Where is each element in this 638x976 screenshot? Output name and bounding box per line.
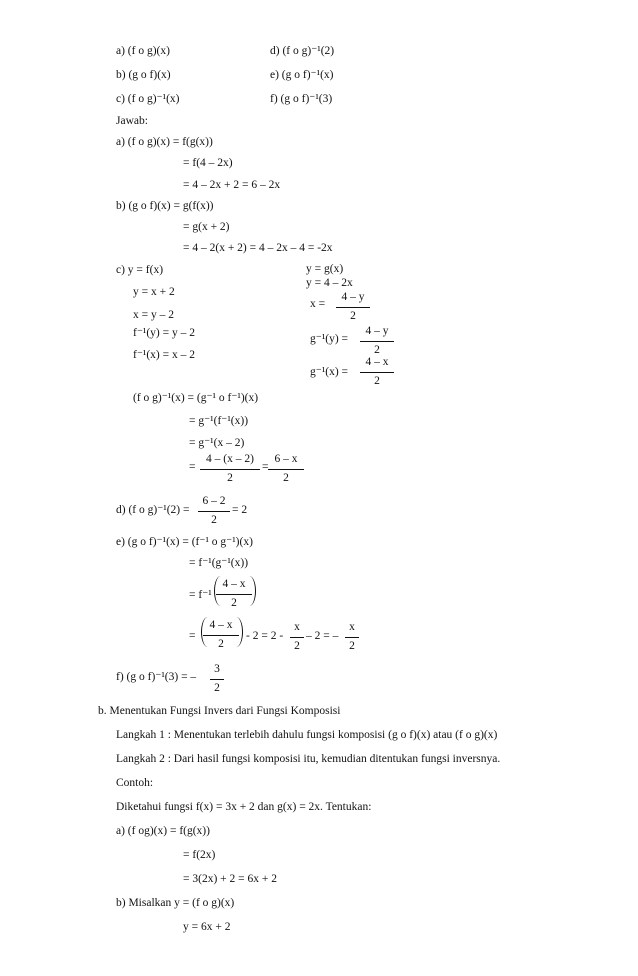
section-b-given: Diketahui fungsi f(x) = 3x + 2 dan g(x) = 2x. Tentukan: <box>116 801 372 813</box>
part-e-frac-4 <box>345 622 359 652</box>
part-c-left-3: x = y – 2 <box>133 309 174 321</box>
part-c-right-5: g⁻¹(x) = <box>310 366 349 378</box>
numerator: x <box>294 621 300 633</box>
fraction-bar <box>360 341 394 342</box>
part-d-frac <box>198 496 230 526</box>
part-c-right-frac-1 <box>336 292 370 322</box>
denominator: 2 <box>231 596 237 609</box>
section-b-b-line-1: b) Misalkan y = (f o g)(x) <box>116 897 235 909</box>
fraction-bar <box>345 637 359 638</box>
denominator: 2 <box>211 513 217 526</box>
part-c-comp-eq-1: = <box>189 461 196 473</box>
part-e-line-2: = f⁻¹(g⁻¹(x)) <box>189 557 249 569</box>
part-c-right-4: g⁻¹(y) = <box>310 333 349 345</box>
question-c: c) (f o g)⁻¹(x) <box>116 93 180 105</box>
part-c-comp-frac-1 <box>200 454 260 484</box>
fraction-bar <box>203 635 239 636</box>
part-a-line-2: = f(4 – 2x) <box>183 157 233 169</box>
part-c-comp-1: (f o g)⁻¹(x) = (g⁻¹ o f⁻¹)(x) <box>133 392 259 404</box>
question-d: d) (f o g)⁻¹(2) <box>270 45 335 57</box>
denominator: 2 <box>218 637 224 650</box>
question-f: f) (g o f)⁻¹(3) <box>270 93 333 105</box>
part-b-line-3: = 4 – 2(x + 2) = 4 – 2x – 4 = -2x <box>183 242 333 254</box>
numerator: 4 – y <box>341 291 365 303</box>
section-b-a-line-1: a) (f og)(x) = f(g(x)) <box>116 825 210 837</box>
part-e-tail: – 2 = – <box>306 630 339 642</box>
part-c-comp-eq-2: = <box>262 461 269 473</box>
fraction-bar <box>268 469 304 470</box>
fraction-bar <box>290 637 304 638</box>
fraction-bar <box>200 469 260 470</box>
numerator: x <box>349 621 355 633</box>
question-e: e) (g o f)⁻¹(x) <box>270 69 334 81</box>
numerator: 6 – x <box>274 453 298 465</box>
part-f-frac <box>210 664 224 694</box>
fraction-bar <box>336 307 370 308</box>
part-c-right-2: y = 4 – 2x <box>306 277 353 289</box>
section-b-a-line-3: = 3(2x) + 2 = 6x + 2 <box>183 873 277 885</box>
section-b-contoh: Contoh: <box>116 777 154 789</box>
part-c-left-2: y = x + 2 <box>133 286 175 298</box>
fraction-bar <box>210 679 224 680</box>
part-e-frac-3 <box>290 622 304 652</box>
denominator: 2 <box>350 309 356 322</box>
part-e-mid: - 2 = 2 - <box>246 630 284 642</box>
numerator: 4 – x <box>365 356 389 368</box>
section-b-b-line-2: y = 6x + 2 <box>183 921 231 933</box>
section-b-a-line-2: = f(2x) <box>183 849 216 861</box>
numerator: 4 – x <box>222 578 246 590</box>
denominator: 2 <box>374 343 380 356</box>
fraction-bar <box>198 511 230 512</box>
fraction-bar <box>360 372 394 373</box>
part-b-line-1: b) (g o f)(x) = g(f(x)) <box>116 200 214 212</box>
part-e-eq: = <box>189 630 196 642</box>
denominator: 2 <box>294 639 300 652</box>
numerator: 6 – 2 <box>202 495 226 507</box>
part-a-line-1: a) (f o g)(x) = f(g(x)) <box>116 136 213 148</box>
numerator: 4 – y <box>365 325 389 337</box>
part-c-comp-3: = g⁻¹(x – 2) <box>189 437 245 449</box>
section-b-title: b. Menentukan Fungsi Invers dari Fungsi Komposisi <box>98 705 341 717</box>
denominator: 2 <box>227 471 233 484</box>
part-d-result: = 2 <box>232 504 248 516</box>
denominator: 2 <box>349 639 355 652</box>
section-b-step-2: Langkah 2 : Dari hasil fungsi komposisi itu, kemudian ditentukan fungsi inversnya. <box>116 753 501 765</box>
question-a: a) (f o g)(x) <box>116 45 170 57</box>
part-e-frac-2 <box>203 620 239 650</box>
denominator: 2 <box>214 681 220 694</box>
jawab-label: Jawab: <box>116 115 148 127</box>
part-a-line-3: = 4 – 2x + 2 = 6 – 2x <box>183 179 281 191</box>
question-b: b) (g o f)(x) <box>116 69 171 81</box>
part-e-line-1: e) (g o f)⁻¹(x) = (f⁻¹ o g⁻¹)(x) <box>116 536 253 548</box>
denominator: 2 <box>283 471 289 484</box>
part-c-left-1: c) y = f(x) <box>116 264 164 276</box>
part-c-left-5: f⁻¹(x) = x – 2 <box>133 349 195 361</box>
part-c-right-3: x = <box>310 298 326 310</box>
part-c-right-frac-3 <box>360 357 394 387</box>
part-e-line-3: = f⁻¹ <box>189 589 212 601</box>
part-c-comp-frac-2 <box>268 454 304 484</box>
numerator: 4 – (x – 2) <box>206 453 254 465</box>
part-c-right-1: y = g(x) <box>306 263 344 275</box>
denominator: 2 <box>374 374 380 387</box>
numerator: 4 – x <box>209 619 233 631</box>
numerator: 3 <box>214 663 220 675</box>
part-d-lhs: d) (f o g)⁻¹(2) = <box>116 504 190 516</box>
part-c-comp-2: = g⁻¹(f⁻¹(x)) <box>189 415 249 427</box>
part-c-left-4: f⁻¹(y) = y – 2 <box>133 327 195 339</box>
part-f-lhs: f) (g o f)⁻¹(3) = – <box>116 671 197 683</box>
fraction-bar <box>216 594 252 595</box>
part-c-right-frac-2 <box>360 326 394 356</box>
part-e-frac-1 <box>216 579 252 609</box>
section-b-step-1: Langkah 1 : Menentukan terlebih dahulu fungsi komposisi (g o f)(x) atau (f o g)(x) <box>116 729 498 741</box>
part-b-line-2: = g(x + 2) <box>183 221 230 233</box>
